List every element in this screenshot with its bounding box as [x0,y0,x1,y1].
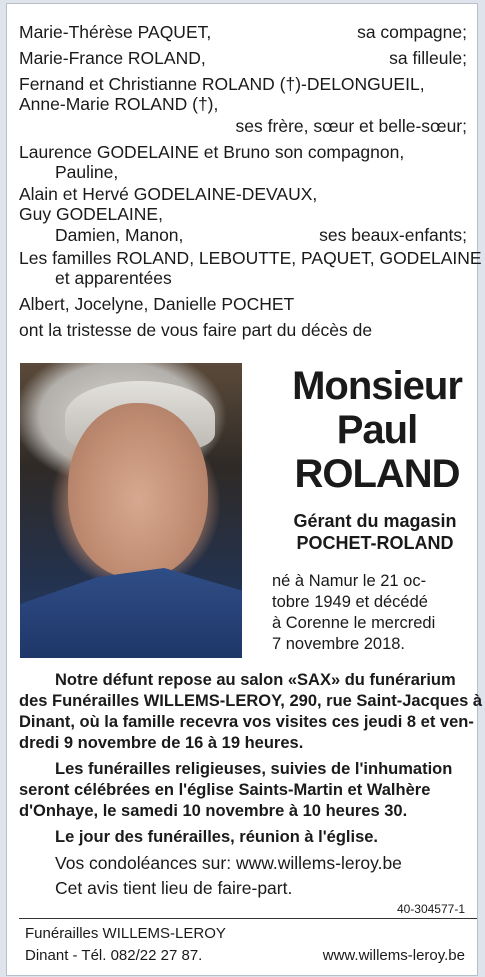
repose-line: Notre défunt repose au salon «SAX» du funérarium [55,671,456,689]
family-name: Damien, Manon, [55,225,184,245]
repose-line: des Funérailles WILLEMS-LEROY, 290, rue Saint-Jacques à [19,692,483,710]
deceased-last-name: ROLAND [294,452,460,496]
faire-part-line: Cet avis tient lieu de faire-part. [55,878,293,898]
deceased-role: Gérant du magasin [293,511,457,531]
family-name: Fernand et Christianne ROLAND (†)-DELONGUEIL, [19,74,425,94]
reference-number: 40-304577-1 [396,902,465,916]
announcement-line: ont la tristesse de vous faire part du décès de [19,320,373,340]
footer-website: www.willems-leroy.be [322,947,465,964]
family-relation: sa filleule; [389,48,467,68]
family-name: Albert, Jocelyne, Danielle POCHET [19,294,295,314]
funeral-line: Les funérailles religieuses, suivies de l'inhumation [55,760,453,778]
obituary-notice [6,3,483,976]
funeral-line: seront célébrées en l'église Saints-Martin et Walhère [19,781,431,799]
funeral-line: d'Onhaye, le samedi 10 novembre à 10 heures 30. [19,802,408,820]
family-name: Pauline, [55,162,119,182]
family-name: Alain et Hervé GODELAINE-DEVAUX, [19,184,318,204]
bio-line: 7 novembre 2018. [272,635,406,653]
family-relation: ses frère, sœur et belle-sœur; [235,116,467,136]
deceased-title: Monsieur [292,364,462,408]
family-name: Marie-Thérèse PAQUET, [19,22,212,42]
repose-line: dredi 9 novembre de 16 à 19 heures. [19,734,304,752]
footer-contact: Dinant - Tél. 082/22 27 87. [25,947,203,964]
family-name: Marie-France ROLAND, [19,48,206,68]
footer-divider [19,918,477,919]
bio-line: à Corenne le mercredi [272,614,436,632]
condolences-line: Vos condoléances sur: www.willems-leroy.be [55,853,402,873]
family-name: Les familles ROLAND, LEBOUTTE, PAQUET, GODELAINE [19,248,482,268]
deceased-first-name: Paul [336,408,418,452]
family-relation: sa compagne; [357,22,467,42]
family-name: Laurence GODELAINE et Bruno son compagnon, [19,142,405,162]
deceased-shop: POCHET-ROLAND [296,533,454,553]
family-name: Anne-Marie ROLAND (†), [19,94,219,114]
repose-line: Dinant, où la famille recevra vos visites ces jeudi 8 et ven- [19,713,474,731]
reunion-line: Le jour des funérailles, réunion à l'église. [55,828,379,846]
bio-line: tobre 1949 et décédé [272,593,428,611]
deceased-photo [20,363,242,658]
family-relation: ses beaux-enfants; [319,225,467,245]
footer-company: Funérailles WILLEMS-LEROY [25,925,226,942]
family-name: Guy GODELAINE, [19,204,163,224]
family-name: et apparentées [55,268,172,288]
bio-line: né à Namur le 21 oc- [272,572,427,590]
